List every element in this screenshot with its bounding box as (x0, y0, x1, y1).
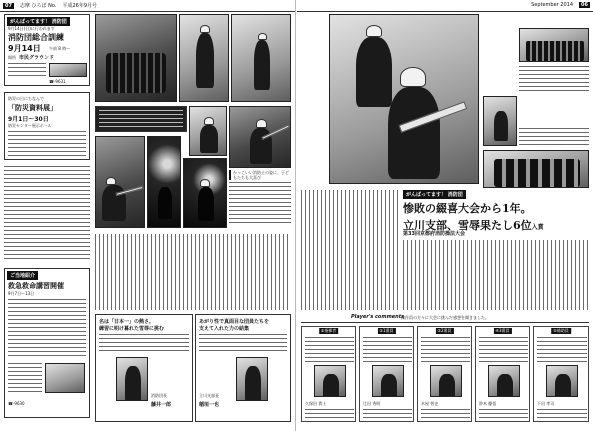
event-ad-photo (49, 63, 87, 77)
branch-chief-name: 稲垣一也 (199, 402, 220, 408)
event-ad-venue-label: 場所 (8, 55, 16, 60)
exhibit-date: 9月1日～30日 (8, 116, 49, 123)
branch-chief-interview (195, 314, 291, 422)
exhibit-body (8, 131, 86, 157)
drill-caption-text: かっこいい消防士の姿に、子どもたちも大喜び (229, 170, 291, 180)
team-drill-photo (95, 14, 177, 102)
player-2-name: 辻田 秀明 (363, 401, 381, 406)
chief-role: 消防団長 (151, 393, 167, 398)
first-aid-photo (45, 363, 85, 393)
first-aid-ad (4, 268, 90, 418)
left-page (0, 0, 296, 431)
headline-subtitle: 第33回京都府消防操法大会 (403, 231, 465, 237)
left-publication-name: 志摩 ひろば No. (19, 3, 57, 9)
players-header-note: 操作員の方々に大会に挑んだ感想を聞きました。 (401, 315, 489, 320)
players-header (301, 314, 589, 323)
player-1-photo (314, 365, 346, 397)
player-card-5 (533, 326, 589, 422)
left-page-number: 07 (5, 2, 12, 9)
runner-photo-1 (179, 14, 229, 102)
branch-chief-photo (236, 357, 268, 401)
first-aid-tag: ご当地紹介 (7, 271, 38, 280)
hose-runner-photo (95, 136, 145, 228)
headline-suffix: 入賞 (531, 224, 544, 231)
event-ad-time: 午前 8 時～ (49, 46, 71, 51)
player-3-role: ③2番員 (437, 328, 452, 333)
branch-interview-title: あがり性で真面目な団員たちを (199, 319, 270, 325)
event-ad-exhibit (4, 92, 90, 160)
players-header-title: Player's comments (351, 314, 405, 320)
right-page (297, 0, 593, 431)
right-page-number: 06 (581, 2, 588, 8)
player-4-role: ④3番員 (495, 328, 510, 333)
left-article-text (4, 166, 90, 262)
player-1-role: ①指揮者 (320, 328, 337, 333)
hero-photo (329, 14, 479, 184)
player-5-role: ⑤補助員 (553, 328, 569, 333)
kneeling-photo (189, 106, 227, 156)
exhibit-sub: 防災の日にちなんで (8, 96, 44, 101)
left-article-columns (95, 234, 291, 310)
chief-photo (116, 357, 148, 401)
left-header-rule (0, 11, 295, 12)
event-ad-venue: 市民グラウンド (19, 55, 55, 61)
drill-caption (229, 170, 291, 228)
branch-chief-role: 立川支部長 (199, 393, 219, 398)
photo-caption-lines (99, 110, 183, 128)
player-5-name: 下田 孝司 (537, 401, 555, 406)
right-page-header (531, 2, 590, 8)
player-3-name: 木屋 智史 (421, 401, 439, 406)
player-card-3 (417, 326, 472, 422)
chief-interview (95, 314, 193, 422)
event-ad-title: 消防団総合訓練 (8, 33, 64, 42)
exhibit-title: 「防災資料展」 (8, 104, 57, 112)
player-3-photo (430, 365, 462, 397)
first-aid-body-2 (8, 363, 42, 393)
player-card-1 (301, 326, 356, 422)
right-publication-date: September 2014 (531, 2, 574, 8)
event-ad-phone: ☎-9631 (49, 79, 66, 84)
right-article-columns-2 (403, 240, 589, 310)
exhibit-venue: 防災センター展示ホール (8, 123, 52, 128)
chief-interview-title: 名は「日本一」の熱さ。 (99, 319, 154, 325)
branch-interview-sub: 支えて入れた力の結集 (199, 326, 250, 332)
photo-caption-box (95, 106, 187, 132)
chief-name: 藤井一郎 (151, 402, 172, 408)
first-aid-title: 救急救命講習開催 (8, 282, 64, 290)
right-header-rule (297, 11, 593, 12)
player-2-role: ②1番員 (379, 328, 394, 333)
player-2-photo (372, 365, 404, 397)
player-4-name: 鈴木 慶悟 (479, 401, 497, 406)
parade-photo (519, 28, 589, 62)
kneel-photo-right (483, 96, 517, 146)
right-caption-2 (519, 128, 589, 146)
first-aid-date: 9月7日～13日 (8, 291, 35, 296)
headline-line-1: 惨敗の綴喜大会から1年。 (403, 202, 532, 215)
first-aid-body (8, 299, 86, 359)
nozzle-photo (229, 106, 291, 168)
left-page-header (3, 2, 97, 9)
player-4-photo (488, 365, 520, 397)
night-drill-photo-2 (183, 158, 227, 228)
headline-line-2: 立川支部、雪辱果たし6位 (403, 219, 532, 232)
event-ad-sub: 9月14日(日)に行われます (8, 26, 55, 31)
parade-caption (519, 66, 589, 92)
player-1-name: 久保田 貴士 (305, 401, 327, 406)
player-5-photo (546, 365, 578, 397)
title-tag: がんばってます！ 消防団 (403, 190, 466, 199)
chief-interview-sub: 練習に明け暮れた雪辱に挑む (99, 326, 165, 332)
event-ad-tag: がんばってます！ 消防団 (7, 17, 70, 26)
event-ad-date: 9月14日 (8, 44, 41, 53)
first-aid-phone: ☎-9630 (8, 401, 25, 406)
event-ad-body (8, 63, 46, 77)
left-publication-date: 平成26年9月号 (62, 3, 97, 9)
team-row-photo (483, 150, 589, 188)
runner-photo-2 (231, 14, 291, 102)
night-drill-photo-1 (147, 136, 181, 228)
right-article-columns-1 (301, 190, 399, 310)
event-ad-drill (4, 14, 90, 86)
player-card-2 (359, 326, 414, 422)
player-card-4 (475, 326, 530, 422)
